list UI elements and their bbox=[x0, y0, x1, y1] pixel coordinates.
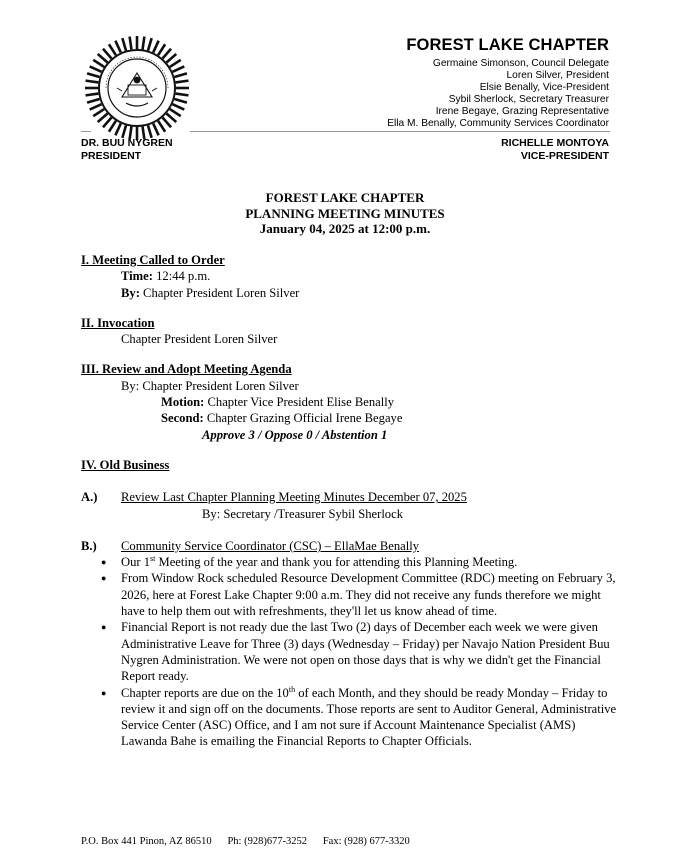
seal-feather bbox=[115, 41, 120, 53]
agenda-item-b bbox=[81, 538, 621, 554]
bullet-item: ● Chapter reports are due on the 10th of each Month, and they should be ready Monday – Friday to review it and sign off on the documents. Those reports are sent to Auditor General, Administrative Service Center (ASC) Office, and I am not sure if Account Maintenance Specialist (AMS) Lawanda Bahe is emailing the Financial Reports to Chapter Officials. bbox=[121, 685, 621, 750]
seal-feather bbox=[170, 109, 181, 116]
document-title bbox=[0, 190, 690, 237]
title-line: PLANNING MEETING MINUTES bbox=[245, 205, 445, 221]
seal-feather bbox=[93, 60, 104, 67]
seal-feather bbox=[172, 66, 184, 71]
navajo-nation-seal bbox=[82, 33, 192, 143]
seal-feather bbox=[90, 66, 102, 71]
vote-result: Approve 3 / Oppose 0 / Abstention 1 bbox=[202, 427, 388, 442]
officer-line: Sybil Sherlock, Secretary Treasurer bbox=[448, 94, 609, 106]
bullet-item: ● From Window Rock scheduled Resource Development Committee (RDC) meeting on February 3, 2026, here at Forest Lake Chapter 9:00 a.m. They did not receive any funds therefore we might have to help them out with refreshments, they'll let us know ahead of time. bbox=[121, 570, 621, 619]
seal-feather bbox=[109, 121, 116, 132]
seal-feather bbox=[166, 54, 176, 63]
motion-line: Motion: Chapter Vice President Elise Benally bbox=[161, 395, 394, 410]
header-divider bbox=[190, 131, 610, 132]
seal-feather bbox=[86, 94, 99, 96]
footer-phone: Ph: (928)677-3252 bbox=[227, 836, 308, 847]
seal-feather bbox=[86, 81, 99, 83]
agenda-item-a bbox=[81, 489, 621, 505]
officer-line: Germaine Simonson, Council Delegate bbox=[432, 58, 609, 69]
minutes-body bbox=[81, 252, 621, 750]
seal-feather bbox=[103, 117, 112, 127]
bullet-item: ● Our 1st Meeting of the year and thank you for attending this Planning Meeting. bbox=[121, 554, 621, 570]
footer-fax: Fax: (928) 677-3320 bbox=[322, 836, 410, 847]
seal-feather bbox=[109, 44, 116, 55]
item-title: Community Service Coordinator (CSC) – EllaMae Benally bbox=[121, 538, 420, 553]
header-divider-left bbox=[81, 131, 91, 132]
seal-feather bbox=[176, 94, 189, 96]
seal-feather bbox=[174, 73, 186, 77]
nation-vice-president-title: VICE-PRESIDENT bbox=[520, 149, 609, 162]
seal-feather bbox=[143, 37, 145, 50]
seal-feather bbox=[98, 54, 108, 63]
seal-feather bbox=[176, 81, 189, 83]
seal-feather bbox=[103, 49, 112, 59]
chapter-header bbox=[387, 36, 609, 131]
section-heading: II. Invocation bbox=[81, 315, 155, 330]
invocation-line: Chapter President Loren Silver bbox=[121, 332, 278, 347]
section-heading: I. Meeting Called to Order bbox=[81, 253, 225, 267]
time-line: Time: 12:44 p.m. bbox=[121, 269, 211, 284]
by-line: By: Secretary /Treasurer Sybil Sherlock bbox=[202, 506, 403, 521]
seal-feather bbox=[153, 41, 158, 53]
nation-president-block bbox=[81, 137, 173, 162]
footer bbox=[81, 836, 410, 847]
nation-president-name: DR. BUU NYGREN bbox=[81, 137, 173, 149]
seal-feather bbox=[174, 99, 186, 103]
seal-feather bbox=[158, 121, 165, 132]
seal-feather bbox=[153, 123, 158, 135]
second-line: Second: Chapter Grazing Official Irene Begaye bbox=[161, 411, 403, 426]
seal-feather bbox=[130, 37, 132, 50]
seal-feather bbox=[115, 123, 120, 135]
nation-vice-president-block bbox=[501, 137, 609, 162]
officer-line: Elsie Benally, Vice-President bbox=[479, 82, 609, 94]
item-title: Review Last Chapter Planning Meeting Minutes December 07, 2025 bbox=[121, 490, 467, 505]
seal-feather bbox=[166, 114, 176, 123]
nation-vice-president-name: RICHELLE MONTOYA bbox=[501, 137, 609, 149]
seal-feather bbox=[163, 117, 172, 127]
officer-line: Ella M. Benally, Community Services Coordinator bbox=[387, 118, 609, 130]
section-heading: III. Review and Adopt Meeting Agenda bbox=[81, 362, 292, 377]
nation-president-title: PRESIDENT bbox=[81, 149, 142, 162]
by-line: By: Chapter President Loren Silver bbox=[121, 285, 300, 300]
title-line: January 04, 2025 at 12:00 p.m. bbox=[259, 221, 431, 236]
seal-feather bbox=[172, 104, 184, 109]
seal-feather bbox=[148, 38, 152, 50]
seal-feather bbox=[87, 73, 99, 77]
seal-feather bbox=[98, 114, 108, 123]
seal-feather bbox=[163, 49, 172, 59]
item-letter: B.) bbox=[81, 538, 97, 553]
seal-feather bbox=[122, 38, 126, 50]
chapter-name: FOREST LAKE CHAPTER bbox=[406, 36, 609, 54]
seal-feather bbox=[93, 109, 104, 116]
item-letter: A.) bbox=[81, 490, 98, 505]
seal-feather bbox=[87, 99, 99, 103]
seal-feather bbox=[90, 104, 102, 109]
seal-feather bbox=[158, 44, 165, 55]
officer-line: Irene Begaye, Grazing Representative bbox=[435, 106, 609, 118]
by-line: By: Chapter President Loren Silver bbox=[121, 378, 299, 393]
section-heading: IV. Old Business bbox=[81, 457, 170, 472]
bullet-item: ● Financial Report is not ready due the last Two (2) days of December each week we were given Administrative Leave for Three (3) days (Wednesday – Friday) per Navajo Nation President Buu Nygren Administration. We were not open on those days that is why we didn't get the Financial Report ready. bbox=[121, 619, 621, 684]
footer-address: P.O. Box 441 Pinon, AZ 86510 bbox=[81, 836, 212, 847]
officer-line: Loren Silver, President bbox=[506, 70, 609, 82]
title-line: FOREST LAKE CHAPTER bbox=[265, 190, 425, 205]
bullet-list bbox=[81, 554, 621, 750]
seal-feather bbox=[170, 60, 181, 67]
